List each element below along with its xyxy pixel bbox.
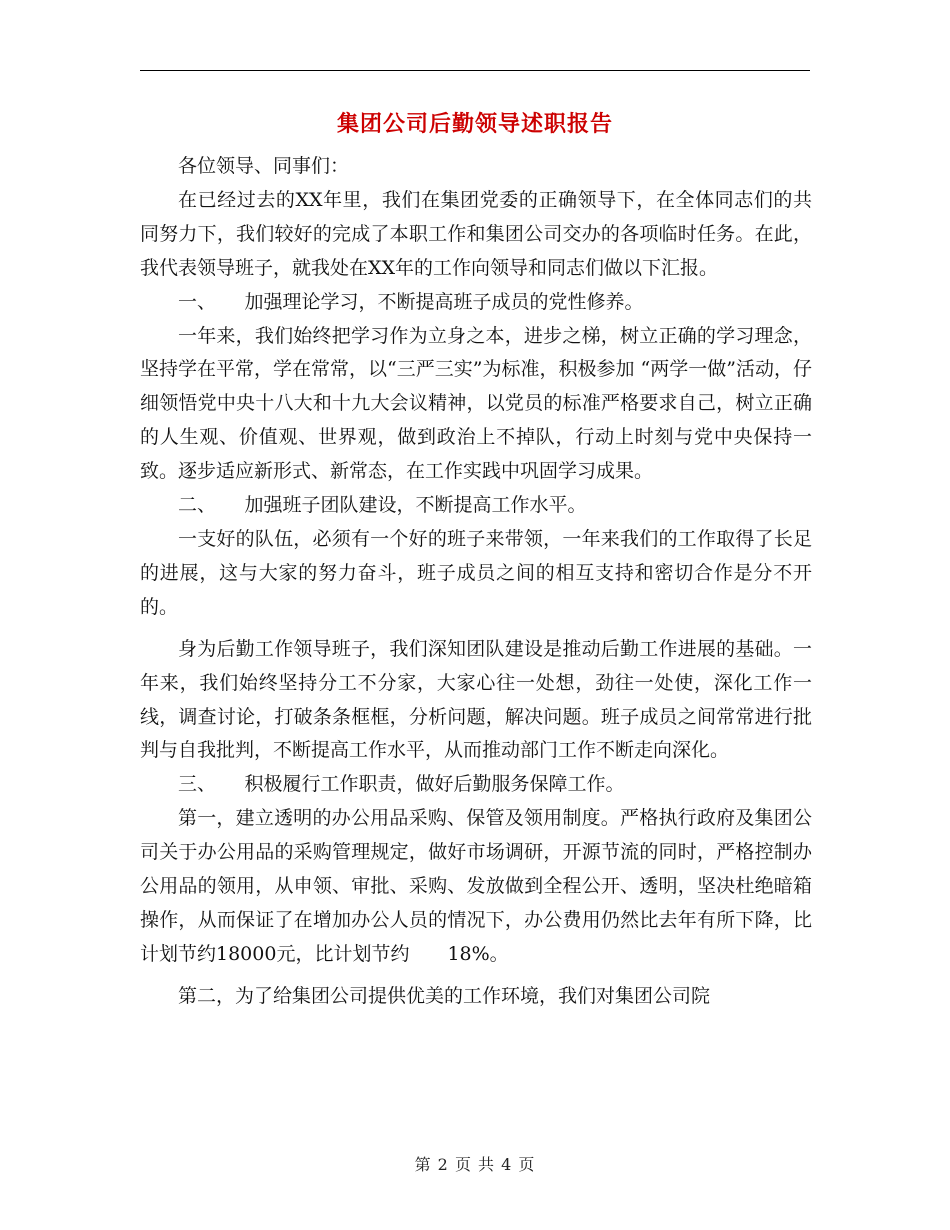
greeting-paragraph: 各位领导、同事们：	[178, 155, 350, 177]
body-paragraph: 一年来，我们始终把学习作为立身之本，进步之梯，树立正确的学习理念，坚持学在平常，学在常常，以“三严三实”为标准，积极参加 “两学一做”活动，仔细领悟党中央十八大和十九大会议精神，以党员的标准严格要求自己，树立正确的人生观、价值观、世界观，做到政治上不掉队，行动上时刻与党中央保持一致。逐步适应新形式、新常态，在工作实践中巩固学习成果。	[140, 324, 812, 483]
document-title: 集团公司后勤领导述职报告	[336, 112, 613, 137]
body-paragraph: 一支好的队伍，必须有一个好的班子来带领，一年来我们的工作取得了长足的进展，这与大家的努力奋斗，班子成员之间的相互支持和密切合作是分不开的。	[140, 527, 812, 618]
page-footer: 第 2 页 共 4 页	[414, 1155, 536, 1174]
document-body	[140, 150, 812, 1014]
body-paragraph: 身为后勤工作领导班子，我们深知团队建设是推动后勤工作进展的基础。一年来，我们始终坚持分工不分家，大家心往一处想，劲往一处使，深化工作一线，调查讨论，打破条条框框，分析问题，解决问题。班子成员之间常常进行批判与自我批判，不断提高工作水平，从而推动部门工作不断走向深化。	[140, 637, 812, 762]
body-paragraph: 第二，为了给集团公司提供优美的工作环境，我们对集团公司院	[178, 984, 711, 1007]
section-heading: 二、 加强班子团队建设，不断提高工作水平。	[178, 494, 587, 517]
body-paragraph: 在已经过去的XX年里，我们在集团党委的正确领导下，在全体同志们的共同努力下，我们较好的完成了本职工作和集团公司交办的各项临时任务。在此，我代表领导班子，就我处在XX年的工作向领导和同志们做以下汇报。	[140, 188, 812, 279]
section-heading: 一、 加强理论学习，不断提高班子成员的党性修养。	[178, 290, 644, 313]
header-rule	[140, 70, 810, 71]
body-paragraph: 第一，建立透明的办公用品采购、保管及领用制度。严格执行政府及集团公司关于办公用品的采购管理规定，做好市场调研，开源节流的同时，严格控制办公用品的领用，从申领、审批、采购、发放做到全程公开、透明，坚决杜绝暗箱操作，从而保证了在增加办公人员的情况下，办公费用仍然比去年有所下降，比计划节约18000元，比计划节约 18%。	[140, 807, 812, 965]
section-heading: 三、 积极履行工作职责，做好后勤服务保障工作。	[178, 773, 625, 796]
